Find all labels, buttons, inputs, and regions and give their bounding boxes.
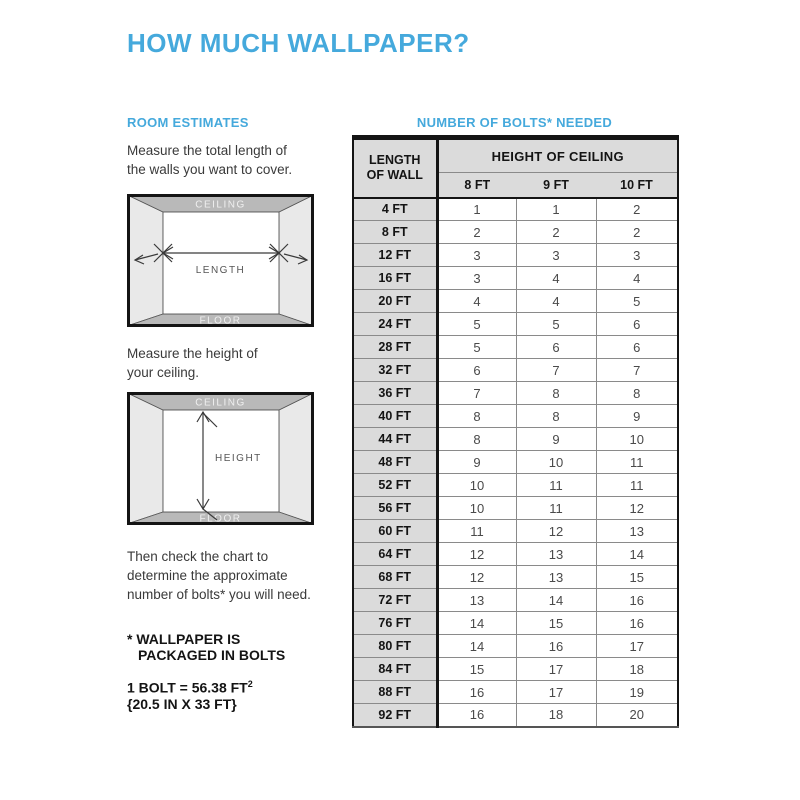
bolt-dimensions-text: {20.5 IN X 33 FT} [127, 695, 237, 712]
table-row [353, 612, 678, 635]
back-wall-shape [163, 212, 279, 314]
bolts-10ft-cell: 13 [596, 520, 678, 543]
text-line: Measure the height of [127, 346, 258, 361]
wall-length-cell: 88 FT [353, 681, 437, 704]
bolts-10ft-cell: 19 [596, 681, 678, 704]
table-row [353, 520, 678, 543]
wall-length-cell: 36 FT [353, 382, 437, 405]
wall-length-cell: 92 FT [353, 704, 437, 727]
room-diagram-height [127, 392, 314, 525]
group-header-height-of-ceiling: HEIGHT OF CEILING [437, 138, 678, 173]
wall-length-cell: 16 FT [353, 267, 437, 290]
bolts-10ft-cell: 11 [596, 451, 678, 474]
wall-length-cell: 68 FT [353, 566, 437, 589]
bolts-8ft-cell: 12 [437, 543, 516, 566]
bolts-10ft-cell: 12 [596, 497, 678, 520]
bolts-8ft-cell: 7 [437, 382, 516, 405]
wall-length-cell: 60 FT [353, 520, 437, 543]
wall-length-cell: 64 FT [353, 543, 437, 566]
bolts-8ft-cell: 13 [437, 589, 516, 612]
bolts-9ft-cell: 11 [516, 474, 596, 497]
floor-label: FLOOR [199, 513, 242, 525]
bolts-10ft-cell: 10 [596, 428, 678, 451]
table-row [353, 635, 678, 658]
bolts-10ft-cell: 15 [596, 566, 678, 589]
table-row [353, 405, 678, 428]
bolts-10ft-cell: 16 [596, 589, 678, 612]
table-row [353, 382, 678, 405]
bolts-8ft-cell: 8 [437, 428, 516, 451]
table-row [353, 566, 678, 589]
wall-length-cell: 84 FT [353, 658, 437, 681]
bolts-10ft-cell: 2 [596, 221, 678, 244]
wall-length-cell: 48 FT [353, 451, 437, 474]
room-diagram-length [127, 194, 314, 327]
right-wall-shape [279, 394, 313, 524]
wall-length-cell: 72 FT [353, 589, 437, 612]
bolts-9ft-cell: 17 [516, 658, 596, 681]
wall-length-cell: 28 FT [353, 336, 437, 359]
table-row [353, 474, 678, 497]
wall-length-cell: 52 FT [353, 474, 437, 497]
wall-length-cell: 80 FT [353, 635, 437, 658]
bolts-8ft-cell: 8 [437, 405, 516, 428]
bolts-9ft-cell: 14 [516, 589, 596, 612]
table-row [353, 221, 678, 244]
bolts-8ft-cell: 6 [437, 359, 516, 382]
bolts-9ft-cell: 15 [516, 612, 596, 635]
bolts-10ft-cell: 7 [596, 359, 678, 382]
table-row [353, 313, 678, 336]
table-row [353, 451, 678, 474]
bolts-8ft-cell: 15 [437, 658, 516, 681]
bolts-10ft-cell: 2 [596, 198, 678, 221]
wall-length-cell: 8 FT [353, 221, 437, 244]
bolts-9ft-cell: 18 [516, 704, 596, 727]
text-line [127, 676, 253, 696]
bolts-9ft-cell: 8 [516, 405, 596, 428]
bolts-10ft-cell: 16 [596, 612, 678, 635]
wall-length-cell: 76 FT [353, 612, 437, 635]
bolts-9ft-cell: 9 [516, 428, 596, 451]
bolts-9ft-cell: 2 [516, 221, 596, 244]
bolts-10ft-cell: 20 [596, 704, 678, 727]
wall-length-cell: 44 FT [353, 428, 437, 451]
table-row [353, 428, 678, 451]
table-row [353, 658, 678, 681]
text-line: determine the approximate [127, 568, 288, 583]
bolts-10ft-cell: 18 [596, 658, 678, 681]
bolt-table-body [353, 198, 678, 727]
wall-length-cell: 40 FT [353, 405, 437, 428]
col-header-8ft: 8 FT [437, 173, 516, 198]
text-line: * WALLPAPER IS [127, 631, 241, 647]
col-header-10ft: 10 FT [596, 173, 678, 198]
bolts-10ft-cell: 5 [596, 290, 678, 313]
bolts-8ft-cell: 16 [437, 704, 516, 727]
table-row [353, 267, 678, 290]
col-header-9ft: 9 FT [516, 173, 596, 198]
bolts-8ft-cell: 2 [437, 221, 516, 244]
bolts-10ft-cell: 9 [596, 405, 678, 428]
table-row [353, 681, 678, 704]
bolts-8ft-cell: 11 [437, 520, 516, 543]
bolts-10ft-cell: 6 [596, 336, 678, 359]
bolts-table [352, 135, 677, 728]
table-row [353, 244, 678, 267]
bolts-10ft-cell: 4 [596, 267, 678, 290]
bolts-9ft-cell: 8 [516, 382, 596, 405]
bolts-8ft-cell: 10 [437, 497, 516, 520]
bolts-10ft-cell: 8 [596, 382, 678, 405]
table-row [353, 359, 678, 382]
room-estimates-heading: ROOM ESTIMATES [127, 115, 249, 130]
length-label: LENGTH [195, 265, 246, 276]
bolts-10ft-cell: 3 [596, 244, 678, 267]
bolts-9ft-cell: 5 [516, 313, 596, 336]
table-row [353, 497, 678, 520]
bolts-8ft-cell: 5 [437, 313, 516, 336]
bolts-table-heading: NUMBER OF BOLTS* NEEDED [416, 115, 613, 130]
text-line: Measure the total length of [127, 143, 287, 158]
bolts-9ft-cell: 6 [516, 336, 596, 359]
ceiling-label: CEILING [195, 397, 246, 409]
text-line: LENGTH [369, 153, 421, 168]
paragraph-measure-length [127, 141, 292, 179]
left-wall-shape [129, 394, 164, 524]
wall-length-cell: 24 FT [353, 313, 437, 336]
text-line: number of bolts* you will need. [127, 587, 311, 602]
bolts-9ft-cell: 4 [516, 290, 596, 313]
wall-length-cell: 4 FT [353, 198, 437, 221]
bolts-9ft-cell: 16 [516, 635, 596, 658]
text-line: PACKAGED IN BOLTS [138, 647, 286, 663]
bolt-size-note [127, 676, 253, 712]
table-row [353, 198, 678, 221]
bolts-8ft-cell: 12 [437, 566, 516, 589]
bolts-9ft-cell: 10 [516, 451, 596, 474]
bolts-9ft-cell: 4 [516, 267, 596, 290]
text-line: Then check the chart to [127, 549, 269, 564]
wall-length-cell: 20 FT [353, 290, 437, 313]
bolts-8ft-cell: 14 [437, 612, 516, 635]
bolts-9ft-cell: 3 [516, 244, 596, 267]
bolts-footnote [127, 631, 285, 663]
bolts-8ft-cell: 14 [437, 635, 516, 658]
text-line: your ceiling. [127, 365, 200, 380]
corner-header-length-of-wall [353, 138, 437, 198]
table-row [353, 704, 678, 727]
paragraph-measure-height [127, 344, 258, 382]
text-line: OF WALL [366, 168, 423, 183]
paragraph-check-chart [127, 547, 311, 604]
table-row [353, 290, 678, 313]
bolts-8ft-cell: 10 [437, 474, 516, 497]
wall-length-cell: 32 FT [353, 359, 437, 382]
bolts-8ft-cell: 4 [437, 290, 516, 313]
bolts-9ft-cell: 11 [516, 497, 596, 520]
bolts-9ft-cell: 1 [516, 198, 596, 221]
text-line: the walls you want to cover. [127, 162, 293, 177]
table-row [353, 543, 678, 566]
bolts-9ft-cell: 12 [516, 520, 596, 543]
bolts-8ft-cell: 5 [437, 336, 516, 359]
wall-length-cell: 12 FT [353, 244, 437, 267]
bolts-10ft-cell: 14 [596, 543, 678, 566]
bolts-8ft-cell: 1 [437, 198, 516, 221]
bolts-9ft-cell: 7 [516, 359, 596, 382]
bolts-9ft-cell: 17 [516, 681, 596, 704]
bolts-9ft-cell: 13 [516, 566, 596, 589]
bolts-8ft-cell: 3 [437, 267, 516, 290]
superscript-2: 2 [247, 679, 253, 689]
bolts-8ft-cell: 3 [437, 244, 516, 267]
bolts-10ft-cell: 6 [596, 313, 678, 336]
right-wall-shape [279, 196, 313, 326]
bolts-10ft-cell: 17 [596, 635, 678, 658]
page-title: HOW MUCH WALLPAPER? [127, 28, 470, 58]
ceiling-label: CEILING [195, 199, 246, 211]
table-row [353, 589, 678, 612]
bolt-area-text: 1 BOLT = 56.38 FT [127, 679, 248, 696]
bolts-9ft-cell: 13 [516, 543, 596, 566]
wall-length-cell: 56 FT [353, 497, 437, 520]
bolts-8ft-cell: 16 [437, 681, 516, 704]
bolts-10ft-cell: 11 [596, 474, 678, 497]
floor-label: FLOOR [199, 315, 242, 327]
bolts-8ft-cell: 9 [437, 451, 516, 474]
height-label: HEIGHT [215, 453, 262, 464]
left-wall-shape [129, 196, 164, 326]
table-row [353, 336, 678, 359]
